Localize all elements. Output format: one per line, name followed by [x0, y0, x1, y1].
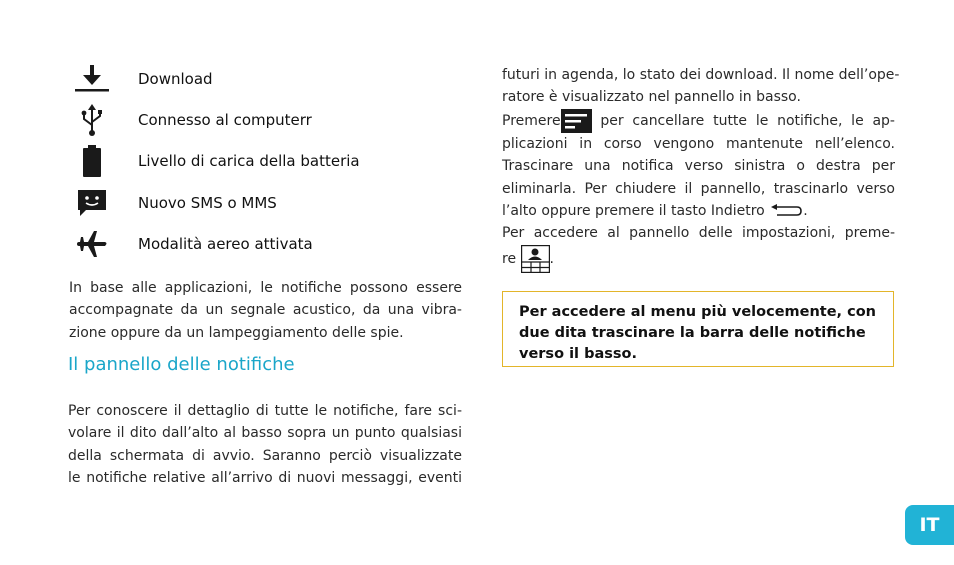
tip-box: [502, 291, 894, 367]
sms-icon: [70, 186, 114, 220]
section-paragraph: [68, 400, 462, 490]
text-fragment: .: [549, 250, 554, 267]
status-label: Nuovo SMS o MMS: [138, 194, 277, 212]
text-line: le notifiche relative all’arrivo di nuovi messaggi, eventi: [68, 470, 462, 487]
text-line: In base alle applicazioni, le notifiche possono essere: [69, 280, 462, 296]
text-fragment: l’alto oppure premere il tasto Indietro: [502, 203, 765, 220]
battery-icon: [70, 144, 114, 178]
usb-icon: [70, 103, 114, 137]
settings-panel-icon: [521, 245, 550, 273]
text-fragment: .: [803, 203, 808, 220]
right-column-paragraph: [502, 64, 900, 273]
text-line: Per conoscere il dettaglio di tutte le notifiche, fare sci-: [68, 403, 462, 419]
text-line: ratore è visualizzato nel pannello in basso.: [502, 89, 801, 106]
text-line: Trascinare una notifica verso sinistra o destra per: [502, 158, 895, 175]
airplane-icon: [70, 227, 114, 261]
text-line: plicazioni in corso vengono mantenute nell’elenco.: [502, 135, 895, 152]
text-line-with-icon: [502, 245, 895, 273]
status-row-usb: [70, 103, 312, 137]
text-line: della schermata di avvio. Saranno perciò visualizzate: [68, 447, 462, 464]
status-row-sms: [70, 186, 277, 220]
tip-line: due dita trascinare la barra delle notifiche: [519, 325, 866, 341]
download-icon: [70, 62, 114, 96]
clear-notifications-icon: [561, 109, 592, 133]
status-row-airplane: [70, 227, 313, 261]
text-fragment: per cancellare tutte le notifiche, le ap-: [591, 112, 895, 129]
text-line-with-icon: [502, 200, 895, 222]
status-label: Livello di carica della batteria: [138, 152, 360, 170]
intro-paragraph: [69, 277, 462, 344]
status-label: Connesso al computerr: [138, 111, 312, 129]
text-line: eliminarla. Per chiudere il pannello, trascinarlo verso: [502, 180, 895, 197]
text-fragment: re: [502, 250, 517, 267]
text-fragment: Premere: [502, 112, 561, 129]
status-row-download: [70, 62, 213, 96]
text-line-with-icon: [502, 109, 895, 133]
tip-line: verso il basso.: [519, 346, 637, 362]
status-row-battery: [70, 144, 360, 178]
language-badge: IT: [905, 505, 954, 545]
status-label: Download: [138, 70, 213, 88]
back-key-icon: [769, 204, 803, 218]
tip-line: Per accedere al menu più velocemente, con: [519, 304, 876, 320]
text-line: accompagnate da un segnale acustico, da una vibra-: [69, 302, 462, 319]
text-line: volare il dito dall’alto al basso sopra un punto qualsiasi: [68, 425, 462, 442]
text-line: futuri in agenda, lo stato dei download. Il nome dell’ope-: [502, 67, 900, 83]
status-label: Modalità aereo attivata: [138, 235, 313, 253]
text-line: zione oppure da un lampeggiamento delle spie.: [69, 324, 404, 341]
text-line: Per accedere al pannello delle impostazioni, preme-: [502, 225, 895, 242]
section-title: Il pannello delle notifiche: [68, 354, 295, 375]
